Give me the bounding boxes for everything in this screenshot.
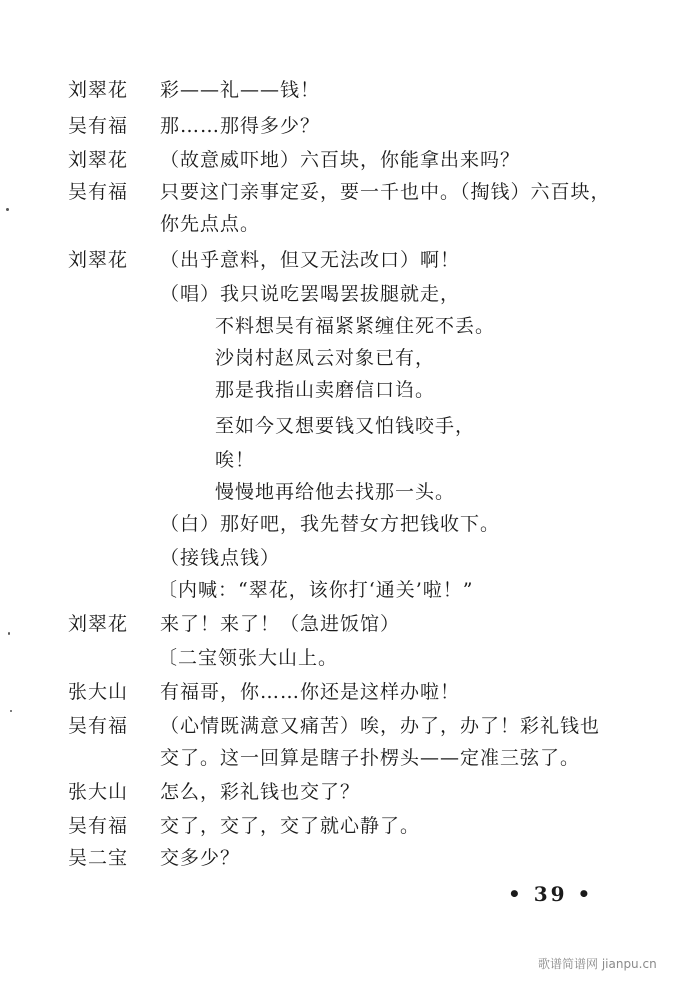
- stage-direction: 〔二宝领张大山上。: [158, 647, 339, 669]
- scan-speck: [6, 208, 9, 211]
- speaker-name: 吴二宝: [68, 847, 129, 869]
- speaker-name: 张大山: [68, 681, 129, 703]
- dialogue-text: （故意威吓地）六百块，你能拿出来吗？: [160, 149, 521, 171]
- speaker-name: 张大山: [68, 781, 129, 803]
- dialogue-text: 有福哥，你……你还是这样办啦！: [160, 681, 461, 703]
- speaker-name: 吴有福: [68, 815, 129, 837]
- speaker-name: 刘翠花: [68, 249, 129, 271]
- speaker-name: 吴有福: [68, 115, 129, 137]
- dialogue-text: 彩——礼——钱！: [160, 79, 321, 101]
- sung-text: 那是我指山卖磨信口诌。: [215, 379, 436, 401]
- page-number: • 39 •: [508, 882, 594, 906]
- stage-direction: （接钱点钱）: [160, 547, 281, 569]
- sung-text: 至如今又想要钱又怕钱咬手，: [215, 415, 476, 437]
- speaker-name: 刘翠花: [68, 79, 129, 101]
- dialogue-text: 交了。这一回算是瞎子扑楞头——定准三弦了。: [160, 747, 581, 769]
- scan-speck: [10, 710, 12, 712]
- dialogue-text: 交多少？: [160, 847, 241, 869]
- dialogue-text: 交了，交了，交了就心静了。: [160, 815, 421, 837]
- sung-text: 慢慢地再给他去找那一头。: [215, 481, 456, 503]
- speaker-name: 吴有福: [68, 715, 129, 737]
- stage-direction: 〔内喊：“翠花，该你打‘通关’啦！”: [158, 579, 474, 601]
- sung-text: 沙岗村赵凤云对象已有，: [215, 347, 436, 369]
- dialogue-text: 那……那得多少？: [160, 115, 321, 137]
- dialogue-text: 来了！来了！（急进饭馆）: [160, 613, 401, 635]
- speaker-name: 刘翠花: [68, 149, 129, 171]
- speaker-name: 吴有福: [68, 181, 129, 203]
- scan-speck: [8, 632, 10, 635]
- sung-text: （唱）我只说吃罢喝罢拔腿就走，: [160, 283, 461, 305]
- dialogue-text: 只要这门亲事定妥，要一千也中。（掏钱）六百块，: [160, 181, 611, 203]
- dialogue-text: （心情既满意又痛苦）唉，办了，办了！彩礼钱也: [160, 715, 601, 737]
- sung-text: 唉！: [215, 449, 256, 471]
- speaker-name: 刘翠花: [68, 613, 129, 635]
- watermark: 歌谱简谱网 jianpu.cn: [538, 957, 657, 971]
- dialogue-text: （出乎意料，但又无法改口）啊！: [160, 249, 461, 271]
- dialogue-text: 你先点点。: [160, 213, 261, 235]
- dialogue-text: 怎么，彩礼钱也交了？: [160, 781, 361, 803]
- dialogue-text: （白）那好吧，我先替女方把钱收下。: [160, 513, 501, 535]
- sung-text: 不料想吴有福紧紧缠住死不丢。: [215, 315, 496, 337]
